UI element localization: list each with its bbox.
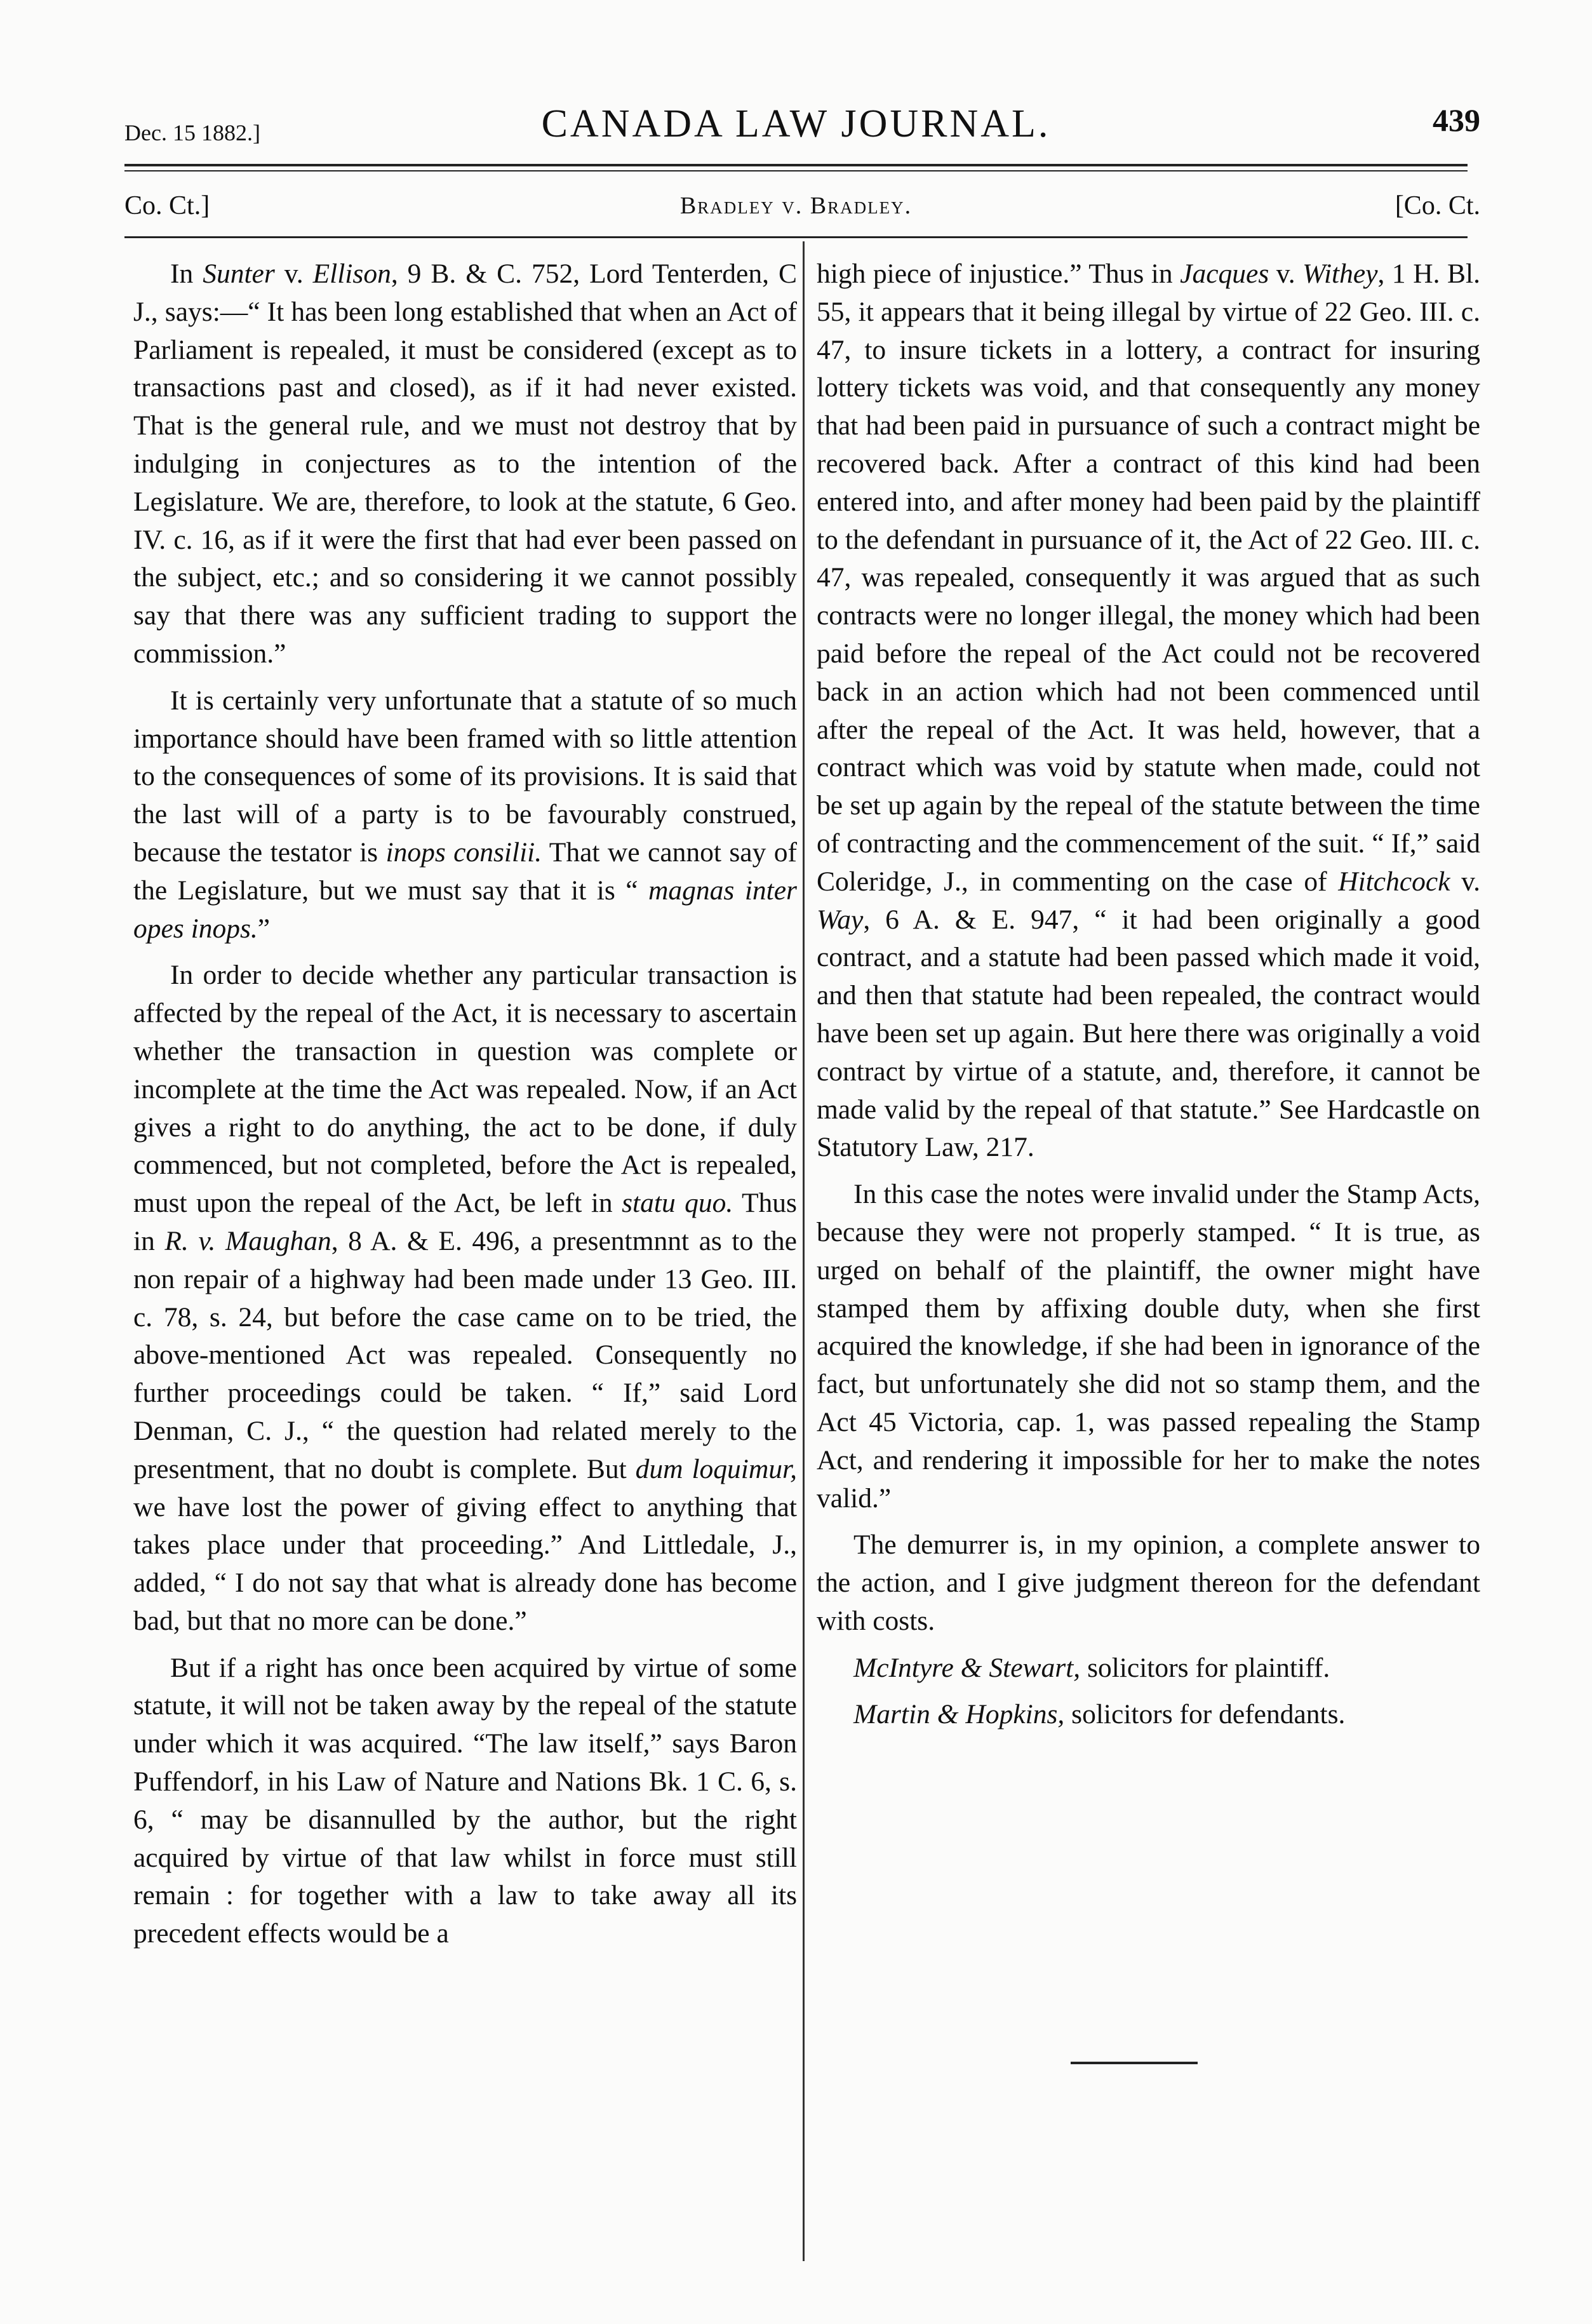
right-column bbox=[817, 255, 1480, 1743]
court-label-right: [Co. Ct. bbox=[1395, 191, 1480, 220]
journal-title: CANADA LAW JOURNAL. bbox=[541, 102, 1051, 145]
column-divider bbox=[803, 241, 805, 2261]
end-rule bbox=[1071, 2062, 1198, 2064]
issue-date: Dec. 15 1882.] bbox=[124, 120, 260, 145]
header-rule bbox=[124, 164, 1468, 166]
header-rule-thin bbox=[124, 170, 1468, 171]
paragraph: It is certainly very unfortunate that a statute of so much importance should have been framed with so little attention to the consequences of some of its provisions. It is said that the last will of a party is to be favourably construed, because the testator is inops consilii. That we cannot say of the Legislature, but we must say that it is “ magnas inter opes inops.” bbox=[133, 685, 798, 944]
subheader-rule bbox=[124, 236, 1468, 238]
paragraph: In this case the notes were invalid under the Stamp Acts, because they were not properly stamped. “ It is true, as urged on behalf of the plaintiff, the owner might have stamped them by affixing double duty, when she first acquired the knowledge, if she had been in ignorance of the fact, but unfortunately she did not so stamp them, and the Act 45 Victoria, cap. 1, was passed repealing the Stamp Act, and rendering it impossible for her to make the notes valid.” bbox=[817, 1179, 1480, 1514]
paragraph: In Sunter v. Ellison, 9 B. & C. 752, Lord Tenterden, C J., says:—“ It has been long established that when an Act of Parliament is repealed, it must be considered (except as to transactions past and closed), as if it had never existed. That is the general rule, and we must not destroy that by indulging in conjectures as to the intention of the Legislature. We are, therefore, to look at the statute, 6 Geo. IV. c. 16, as if it were the first that had ever been passed on the subject, etc.; and so considering it we cannot possibly say that there was any sufficient trading to support the commission.” bbox=[133, 259, 797, 669]
solicitor-line: Martin & Hopkins, solicitors for defendants. bbox=[853, 1699, 1346, 1730]
page-number: 439 bbox=[1433, 102, 1480, 138]
solicitor-line: McIntyre & Stewart, solicitors for plaintiff. bbox=[853, 1652, 1330, 1683]
paragraph: The demurrer is, in my opinion, a complete answer to the action, and I give judgment thereon for the defendant with costs. bbox=[817, 1529, 1480, 1636]
case-title: Bradley v. Bradley. bbox=[679, 192, 913, 219]
court-label-left: Co. Ct.] bbox=[124, 191, 210, 220]
left-column bbox=[133, 255, 797, 1962]
paragraph: high piece of injustice.” Thus in Jacques v. Withey, 1 H. Bl. 55, it appears that it being illegal by virtue of 22 Geo. III. c. 47, to insure tickets in a lottery, a contract for insuring lottery tickets was void, and that consequently any money that had been paid in pursuance of such a contract might be recovered back. After a contract of this kind had been entered into, and after money had been paid by the plaintiff to the defendant in pursuance of it, the Act of 22 Geo. III. c. 47, was repealed, consequently it was argued that as such contracts were no longer illegal, the money which had been paid before the repeal of the Act could not be recovered back in an action which had not been commenced until after the repeal of the Act. It was held, however, that a contract which was void by statute when made, could not be set up again by the repeal of the statute between the time of contracting and the commencement of the suit. “ If,” said Coleridge, J., in commenting on the case of Hitchcock v. Way, 6 A. & E. 947, “ it had been originally a good contract, and a statute had been passed which made it void, and then that statute had been repealed, the contract would have been set up again. But here there was originally a void contract by virtue of a statute, and, therefore, it cannot be made valid by the repeal of that statute.” See Hardcastle on Statutory Law, 217. bbox=[817, 259, 1481, 1163]
paragraph: But if a right has once been acquired by virtue of some statute, it will not be taken away by the repeal of the statute under which it was acquired. “The law itself,” says Baron Puffendorf, in his Law of Nature and Nations Bk. 1 C. 6, s. 6, “ may be disannulled by the author, but the right acquired by virtue of that law whilst in force must still remain : for together with a law to take away all its precedent effects would be a bbox=[133, 1652, 797, 1949]
paragraph: In order to decide whether any particular transaction is affected by the repeal of the Act, it is necessary to ascertain whether the transaction in question was complete or incomplete at the time the Act was repealed. Now, if an Act gives a right to do anything, the act to be done, if duly commenced, but not completed, before the Act is repealed, must upon the repeal of the Act, be left in statu quo. Thus in R. v. Maughan, 8 A. & E. 496, a presentmnnt as to the non repair of a highway had been made under 13 Geo. III. c. 78, s. 24, but before the case came on to be tried, the above-mentioned Act was repealed. Consequently no further proceedings could be taken. “ If,” said Lord Denman, C. J., “ the question had related merely to the presentment, that no doubt is complete. But dum loquimur, we have lost the power of giving effect to anything that takes place under that proceeding.” And Littledale, J., added, “ I do not say that what is already done has become bad, but that no more can be done.” bbox=[133, 960, 798, 1636]
